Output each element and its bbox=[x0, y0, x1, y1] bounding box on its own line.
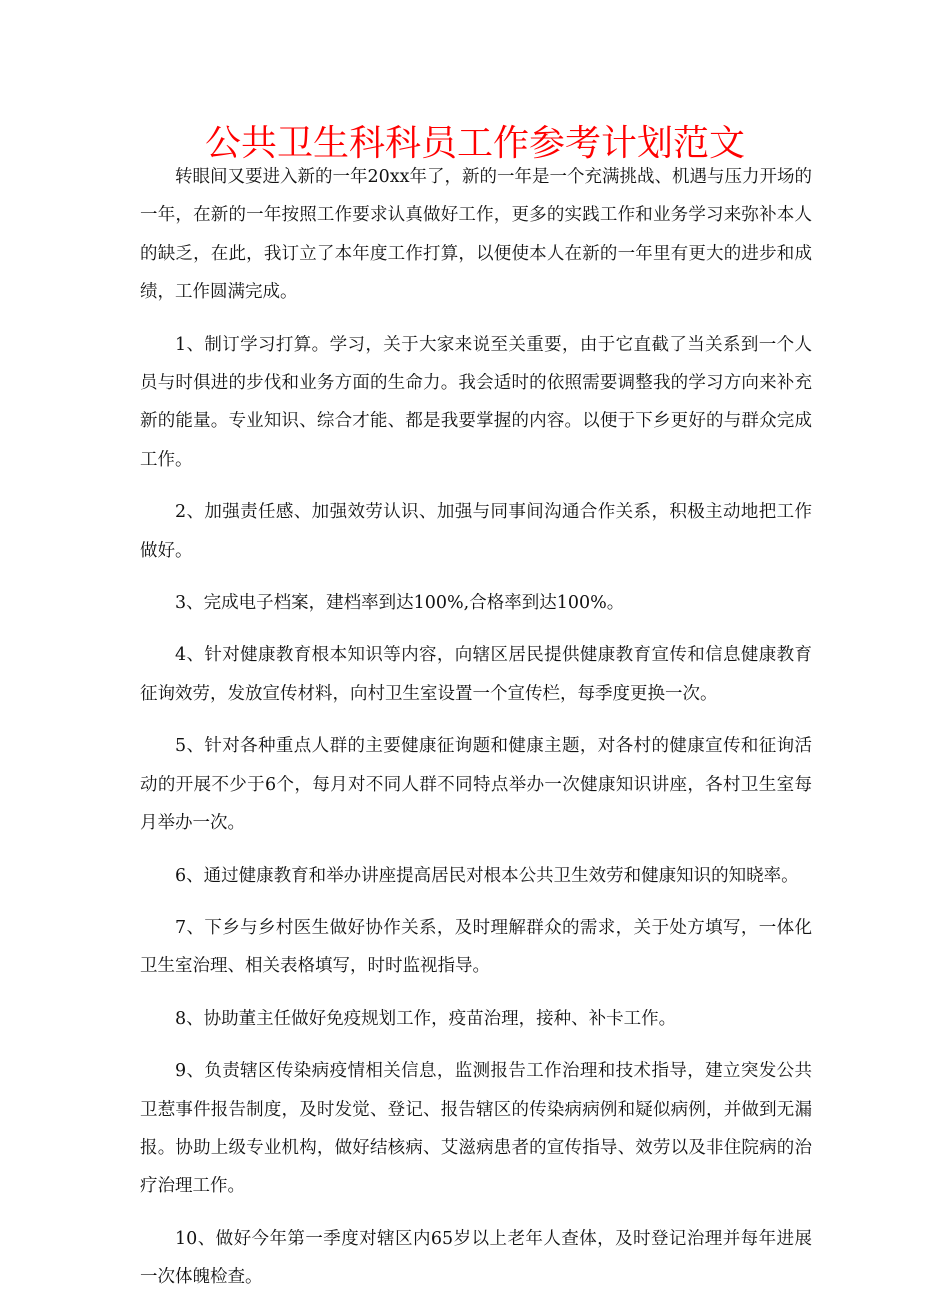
paragraph-item-1: 1、制订学习打算。学习，关于大家来说至关重要，由于它直截了当关系到一个人员与时俱进的步伐和业务方面的生命力。我会适时的依照需要调整我的学习方向来补充新的能量。专业知识、综合才能、都是我要掌握的内容。以便于下乡更好的与群众完成工作。 bbox=[140, 334, 812, 470]
paragraph-item-5: 5、针对各种重点人群的主要健康征询题和健康主题，对各村的健康宣传和征询活动的开展不少于6个，每月对不同人群不同特点举办一次健康知识讲座，各村卫生室每月举办一次。 bbox=[140, 736, 812, 834]
paragraph-item-9: 9、负责辖区传染病疫情相关信息，监测报告工作治理和技术指导，建立突发公共卫惹事件报告制度，及时发觉、登记、报告辖区的传染病病例和疑似病例，并做到无漏报。协助上级专业机构，做好结核病、艾滋病患者的宣传指导、效劳以及非住院病的治疗治理工作。 bbox=[140, 1061, 812, 1197]
paragraph-item-8: 8、协助董主任做好免疫规划工作，疫苗治理，接种、补卡工作。 bbox=[175, 1008, 677, 1029]
paragraph-intro: 转眼间又要进入新的一年20xx年了，新的一年是一个充满挑战、机遇与压力开场的一年，在新的一年按照工作要求认真做好工作，更多的实践工作和业务学习来弥补本人的缺乏，在此，我订立了本年度工作打算，以便使本人在新的一年里有更大的进步和成绩，工作圆满完成。 bbox=[140, 167, 813, 303]
paragraph-item-2: 2、加强责任感、加强效劳认识、加强与同事间沟通合作关系，积极主动地把工作做好。 bbox=[140, 502, 812, 561]
document-body bbox=[140, 158, 812, 1311]
paragraph-item-3: 3、完成电子档案，建档率到达100%,合格率到达100%。 bbox=[175, 593, 625, 614]
paragraph-item-10: 10、做好今年第一季度对辖区内65岁以上老年人查体，及时登记治理并每年进展一次体魄检查。 bbox=[140, 1228, 812, 1288]
paragraph-item-7: 7、下乡与乡村医生做好协作关系，及时理解群众的需求，关于处方填写，一体化卫生室治理、相关表格填写，时时监视指导。 bbox=[140, 917, 812, 977]
document-title: 公共卫生科科员工作参考计划范文 bbox=[204, 123, 745, 164]
paragraph-item-4: 4、针对健康教育根本知识等内容，向辖区居民提供健康教育宣传和信息健康教育征询效劳，发放宣传材料，向村卫生室设置一个宣传栏，每季度更换一次。 bbox=[140, 645, 812, 704]
paragraph-item-6: 6、通过健康教育和举办讲座提高居民对根本公共卫生效劳和健康知识的知晓率。 bbox=[175, 865, 799, 886]
